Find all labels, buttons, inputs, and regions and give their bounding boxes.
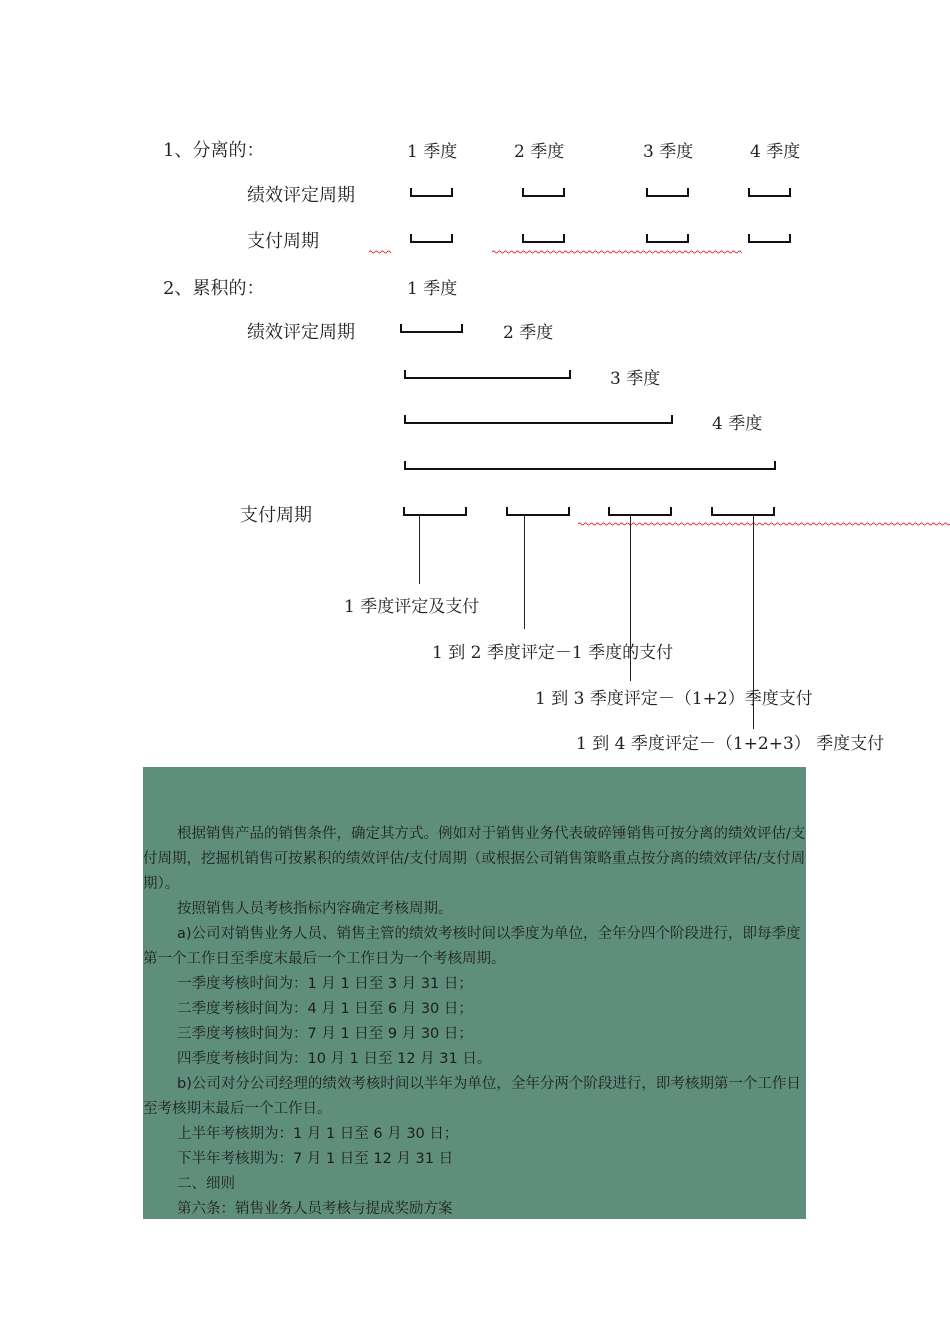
paragraph: 上半年考核期为：1 月 1 日至 6 月 30 日； [177,1126,459,1142]
separate-pay-bracket-q2 [522,234,565,243]
callout-4: 1 到 4 季度评定－（1+2+3） 季度支付 [576,734,885,754]
paragraph: 四季度考核时间为：10 月 1 日至 12 月 31 日。 [177,1051,492,1067]
paragraph: 按照销售人员考核指标内容确定考核周期。 [177,901,453,917]
cumulative-heading: 2、累积的： [163,278,265,299]
callout-leader-line-2 [524,516,525,629]
spellcheck-underline [369,250,391,254]
cumulative-pay-bracket-q4 [711,507,775,516]
paragraph: 下半年考核期为：7 月 1 日至 12 月 31 日 [177,1151,454,1167]
cumulative-q1-label: 1 季度 [407,279,458,299]
paragraph: b)公司对分公司经理的绩效考核时间以半年为单位，全年分两个阶段进行，即考核期第一个工作日至考核期末最后一个工作日。 [143,1076,801,1117]
callout-3: 1 到 3 季度评定－（1+2）季度支付 [535,689,813,709]
separate-pay-bracket-q1 [410,234,453,243]
paragraph: 一季度考核时间为：1 月 1 日至 3 月 31 日； [177,976,473,992]
article-heading: 第六条：销售业务人员考核与提成奖励方案 [177,1201,453,1217]
paragraph: 三季度考核时间为：7 月 1 日至 9 月 30 日； [177,1026,473,1042]
paragraph: 根据销售产品的销售条件，确定其方式。例如对于销售业务代表破碎锤销售可按分离的绩效评估/支付周期，挖掘机销售可按累积的绩效评估/支付周期（或根据公司销售策略重点按分离的绩效评估/支付周期）。 [143,826,806,892]
separate-eval-bracket-q3 [646,188,689,197]
paragraph: 二季度考核时间为：4 月 1 日至 6 月 30 日； [177,1001,473,1017]
cumulative-eval-bracket-q1-q3 [404,415,673,424]
separate-eval-bracket-q2 [522,188,565,197]
cumulative-q2-label: 2 季度 [503,323,554,343]
separate-eval-bracket-q1 [410,188,453,197]
cumulative-pay-bracket-q2 [506,507,570,516]
cumulative-eval-bracket-q1 [400,324,463,333]
cumulative-eval-bracket-q1-q2 [404,370,571,379]
cumulative-q4-label: 4 季度 [712,414,763,434]
separate-q4-label: 4 季度 [750,142,801,162]
separate-eval-bracket-q4 [748,188,791,197]
section-heading: 二、细则 [177,1176,235,1192]
separate-q1-label: 1 季度 [407,142,458,162]
body-text [143,822,806,1222]
callout-1: 1 季度评定及支付 [344,597,480,617]
separate-heading: 1、分离的： [163,140,265,161]
cumulative-pay-bracket-q3 [608,507,672,516]
separate-pay-bracket-q4 [748,234,791,243]
cumulative-q3-label: 3 季度 [610,369,661,389]
cumulative-eval-period-label: 绩效评定周期 [247,322,355,343]
separate-q2-label: 2 季度 [514,142,565,162]
callout-2: 1 到 2 季度评定－1 季度的支付 [432,643,674,663]
separate-eval-period-label: 绩效评定周期 [247,185,355,206]
separate-pay-period-label: 支付周期 [247,231,319,252]
cumulative-eval-bracket-q1-q4 [404,461,776,470]
spellcheck-underline [578,522,950,526]
cumulative-pay-bracket-q1 [403,507,467,516]
paragraph: a)公司对销售业务人员、销售主管的绩效考核时间以季度为单位，全年分四个阶段进行，即每季度第一个工作日至季度末最后一个工作日为一个考核周期。 [143,926,801,967]
callout-leader-line-1 [419,516,420,584]
separate-q3-label: 3 季度 [643,142,694,162]
separate-pay-bracket-q3 [646,234,689,243]
cumulative-pay-period-label: 支付周期 [240,505,312,526]
spellcheck-underline [492,250,742,254]
